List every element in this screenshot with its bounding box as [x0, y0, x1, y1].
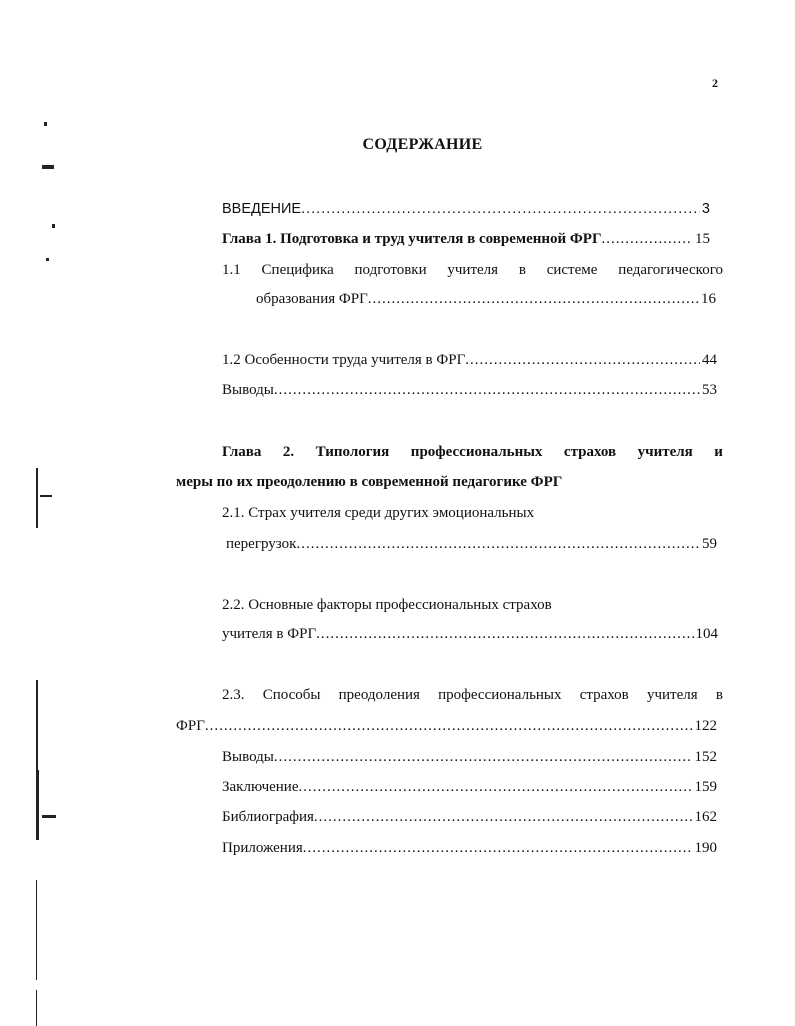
- page-number: 2: [712, 76, 718, 90]
- word: профессиональных: [410, 444, 543, 460]
- word: профессиональных: [438, 687, 562, 703]
- toc-label: ВВЕДЕНИЕ: [222, 201, 302, 217]
- toc-entry-2-2-line1[interactable]: 2.2. Основные факторы профессиональных страхов: [222, 597, 552, 613]
- toc-entry-2-1-line2[interactable]: [226, 535, 717, 553]
- toc-leader: [316, 625, 693, 643]
- word: 2.3.: [222, 687, 245, 703]
- word: 2.: [282, 444, 295, 460]
- toc-label: Выводы: [222, 382, 274, 398]
- toc-entry-1-1-line2[interactable]: [256, 290, 716, 308]
- word: в: [715, 687, 723, 703]
- toc-page: 53: [702, 382, 717, 398]
- toc-leader: [465, 351, 700, 369]
- scan-line: [36, 880, 37, 980]
- toc-label: образования ФРГ: [256, 291, 368, 307]
- toc-label: ФРГ: [176, 718, 205, 734]
- toc-leader: [314, 808, 693, 826]
- toc-page: 104: [695, 626, 718, 642]
- toc-entry-2-3-line2[interactable]: [176, 717, 717, 735]
- word: Специфика: [261, 262, 334, 278]
- toc-entry-appendix[interactable]: [222, 839, 717, 857]
- toc-entry-conclusion[interactable]: [222, 778, 717, 796]
- word: учителя: [447, 262, 499, 278]
- scan-line: [36, 990, 37, 1026]
- toc-entry-conclusions-1[interactable]: [222, 381, 717, 399]
- word: страхов: [563, 444, 617, 460]
- toc-leader: [368, 290, 699, 308]
- toc-label: Приложения: [222, 840, 303, 856]
- toc-page: 3: [701, 201, 710, 217]
- toc-leader: [274, 748, 693, 766]
- word: и: [714, 444, 723, 460]
- toc-label: учителя в ФРГ: [222, 626, 317, 642]
- toc-entry-2-3-line1[interactable]: [222, 686, 723, 704]
- toc-leader: [303, 839, 693, 857]
- word: Типология: [315, 444, 390, 460]
- toc-leader: [602, 230, 693, 248]
- scan-speck: [42, 165, 54, 169]
- word: учителя: [637, 444, 693, 460]
- toc-entry-bibliography[interactable]: [222, 808, 717, 826]
- toc-entry-1-1-line1[interactable]: [222, 261, 723, 279]
- word: 1.1: [222, 262, 241, 278]
- word: педагогического: [618, 262, 723, 278]
- toc-leader: [296, 535, 700, 553]
- word: системе: [546, 262, 598, 278]
- toc-label: Глава 1. Подготовка и труд учителя в современной ФРГ: [222, 231, 602, 247]
- toc-page: 152: [694, 749, 717, 765]
- toc-label: Выводы: [222, 749, 274, 765]
- toc-entry-intro[interactable]: [222, 200, 710, 218]
- page-title: СОДЕРЖАНИЕ: [362, 136, 483, 153]
- toc-page: 190: [694, 840, 717, 856]
- scan-line: [36, 770, 39, 840]
- toc-entry-chapter-2-line2[interactable]: меры по их преодолению в современной педагогике ФРГ: [176, 474, 563, 490]
- word: Способы: [262, 687, 321, 703]
- toc-page: 44: [702, 352, 717, 368]
- toc-leader: [274, 381, 700, 399]
- toc-entry-chapter-2-line1[interactable]: [222, 443, 723, 461]
- toc-page: 162: [694, 809, 717, 825]
- toc-label: 1.2 Особенности труда учителя в ФРГ: [222, 352, 466, 368]
- toc-entry-2-2-line2[interactable]: [222, 625, 718, 643]
- toc-label: Библиография: [222, 809, 314, 825]
- toc-label: перегрузок: [226, 536, 297, 552]
- toc-entry-conclusions-2[interactable]: [222, 748, 717, 766]
- scan-line: [42, 815, 56, 818]
- scan-line: [36, 468, 38, 528]
- toc-leader: [205, 717, 693, 735]
- word: в: [518, 262, 526, 278]
- toc-page: 15: [695, 231, 710, 247]
- toc-page: 59: [702, 536, 717, 552]
- toc-entry-chapter-1[interactable]: [222, 230, 710, 248]
- toc-page: 122: [694, 718, 717, 734]
- scan-line: [36, 680, 38, 770]
- scan-speck: [46, 258, 49, 261]
- scan-line: [40, 495, 52, 497]
- toc-entry-2-1-line1[interactable]: 2.1. Страх учителя среди других эмоциональных: [222, 505, 535, 521]
- word: учителя: [646, 687, 698, 703]
- scan-speck: [52, 224, 55, 228]
- toc-page: 16: [701, 291, 716, 307]
- word: подготовки: [354, 262, 427, 278]
- toc-entry-1-2[interactable]: [222, 351, 717, 369]
- toc-label: Заключение: [222, 779, 299, 795]
- word: преодоления: [338, 687, 420, 703]
- scan-speck: [44, 122, 47, 126]
- word: страхов: [579, 687, 629, 703]
- word: Глава: [222, 444, 262, 460]
- toc-leader: [299, 778, 693, 796]
- toc-page: 159: [694, 779, 717, 795]
- toc-leader: [301, 200, 700, 218]
